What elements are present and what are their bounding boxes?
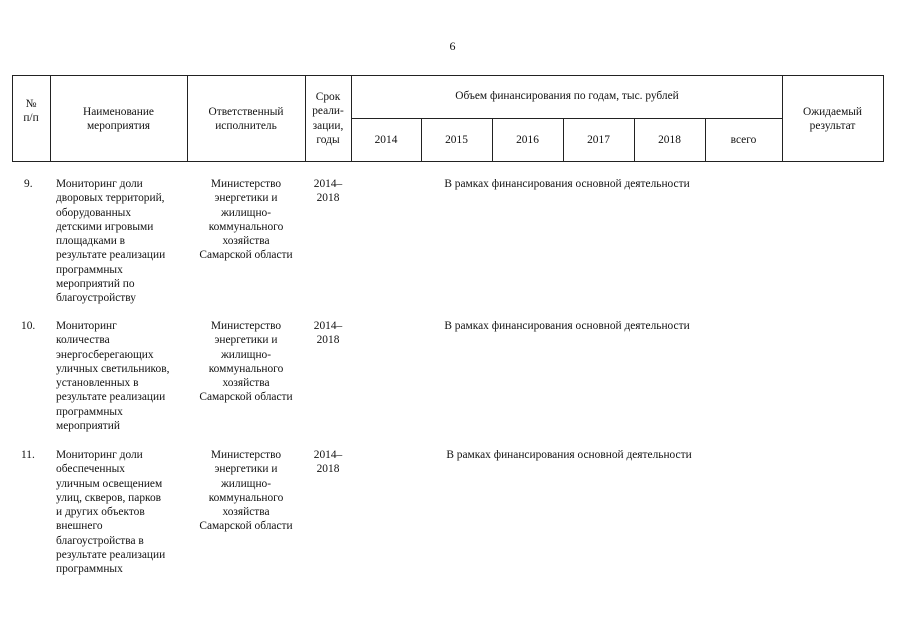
row-num: 10.: [21, 320, 36, 332]
header-year-2017: 2017: [587, 134, 610, 146]
row-term: 2014– 2018: [313, 449, 343, 476]
row-funding: В рамках финансирования основной деятельности: [446, 449, 692, 461]
row-num: 9.: [24, 178, 33, 190]
header-funding: Объем финансирования по годам, тыс. рублей: [455, 90, 679, 102]
header-name: Наименование мероприятия: [83, 106, 154, 133]
row-name: Мониторинг количества энергосберегающих уличных светильников, установленных в результате реализации программных мероприятий: [56, 320, 170, 433]
row-name: Мониторинг доли дворовых территорий, оборудованных детскими игровыми площадками в результате реализации программных мероприятий по благоустройству: [56, 178, 166, 305]
row-term: 2014– 2018: [313, 178, 343, 205]
page-number: 6: [449, 39, 456, 53]
header-year-2016: 2016: [516, 134, 539, 146]
row-funding: В рамках финансирования основной деятельности: [444, 320, 690, 332]
row-responsible: Министерство энергетики и жилищно- коммунального хозяйства Самарской области: [199, 449, 293, 533]
header-responsible: Ответственный исполнитель: [208, 106, 284, 133]
header-num: № п/п: [23, 98, 39, 125]
row-name: Мониторинг доли обеспеченных уличным освещением улиц, скверов, парков и других объектов внешнего благоустройства в результате реализации программных: [56, 449, 166, 576]
row-funding: В рамках финансирования основной деятельности: [444, 178, 690, 190]
header-year-2014: 2014: [374, 134, 398, 146]
header-term: Срок реали- зации, годы: [312, 91, 344, 146]
row-responsible: Министерство энергетики и жилищно- коммунального хозяйства Самарской области: [199, 320, 293, 404]
row-num: 11.: [21, 449, 35, 461]
header-year-2018: 2018: [658, 134, 681, 146]
header-year-2015: 2015: [445, 134, 468, 146]
row-term: 2014– 2018: [313, 320, 343, 347]
header-total: всего: [730, 134, 757, 146]
header-result: Ожидаемый результат: [802, 106, 863, 133]
row-responsible: Министерство энергетики и жилищно- коммунального хозяйства Самарской области: [199, 178, 293, 262]
